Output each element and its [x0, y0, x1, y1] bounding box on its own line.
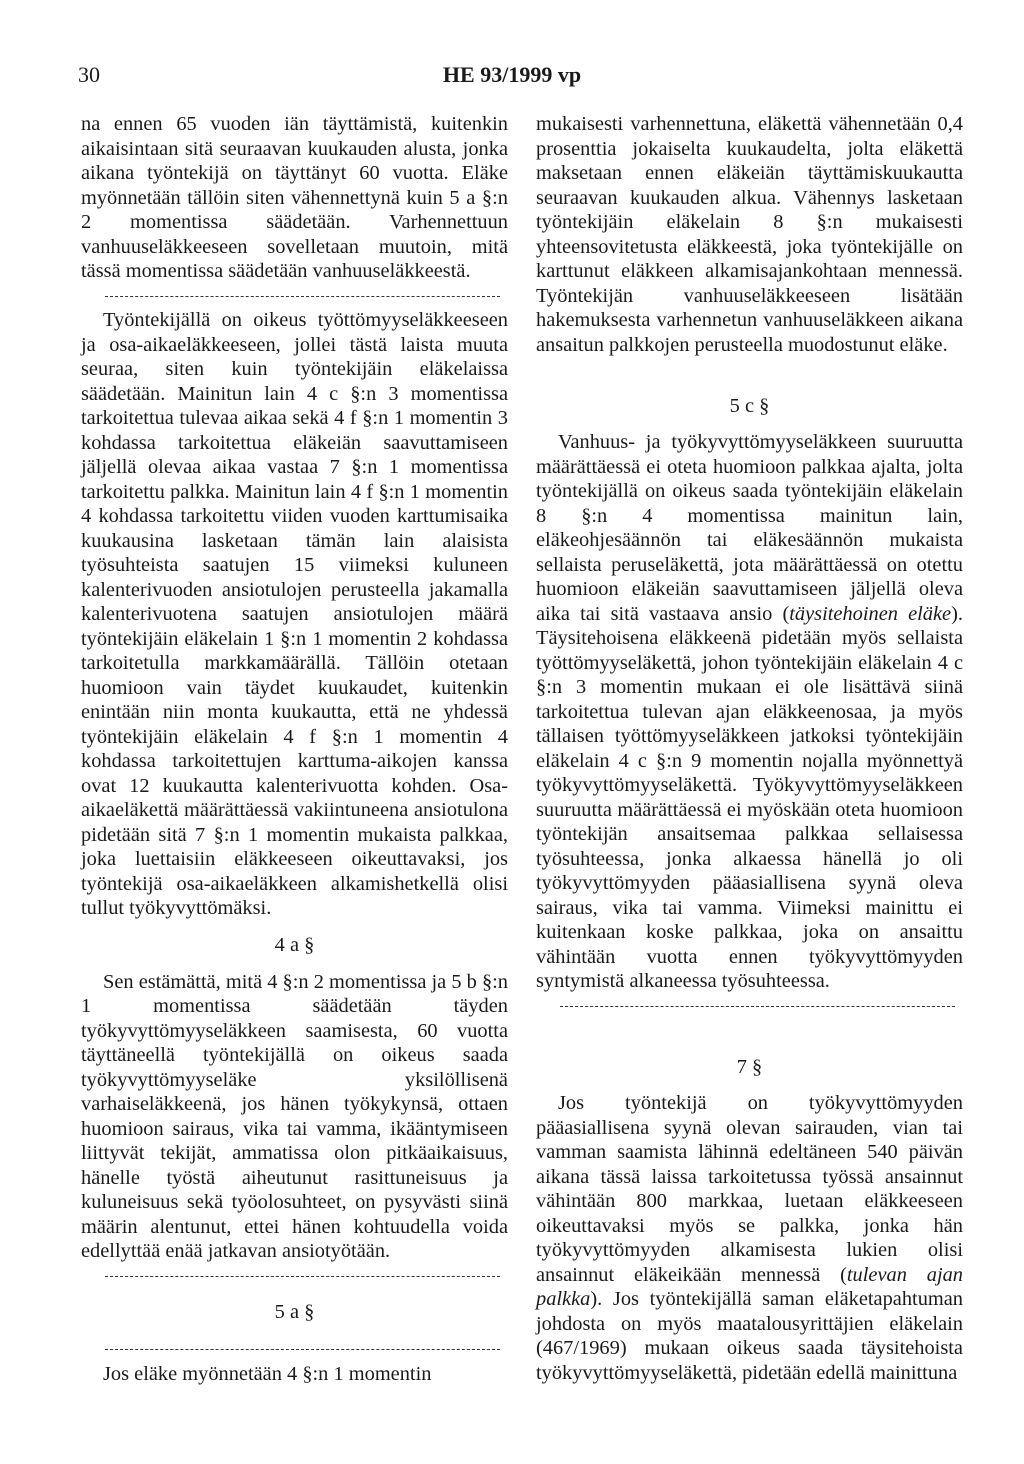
right-paragraph-3-emphasis: tulevan ajan palkka — [536, 1263, 963, 1310]
left-paragraph-3: Sen estämättä, mitä 4 §:n 2 momentissa ja 5 b §:n 1 momentissa säädetään täyden työkyvyttömyyseläkkeen saamisesta, 60 vuotta täyttäneellä työntekijällä on oikeus saada työkyvyttömyyseläke yksilöllisenä varhaiseläkkeenä, jos hänen työkykynsä, ottaen huomioon sairaus, vika tai vamma, ikääntymiseen liittyvät tekijät, ammatissa olon pitkäaikaisuus, hänelle työstä aiheutunut rasittuneisuus ja kuluneisuus sekä työolosuhteet, on pysyvästi siinä määrin alentunut, ettei hänen kohtuudella voida edellyttää enää jatkavan ansiotyötään. — [81, 970, 508, 1262]
dashed-separator — [536, 994, 963, 1019]
right-paragraph-2-text-b: ). Täysitehoisena eläkkeenä pidetään myös sellaista työttömyyseläkettä, johon työntekijäin eläkelain 4 c §:n 3 momentin mukaan ei ole lisättävä siinä tarkoitettua tulevan ajan eläkkeenosaa, ja myös tällaisen työttömyyseläkkeen jatkoksi työntekijäin eläkelain 4 c §:n 9 momentin nojalla myönnettyä työkyvyttömyyseläkettä. Työkyvyttömyyseläkkeen suuruutta määrättäessä ei myöskään oteta huomioon työntekijän ansaitsemaa palkkaa sellaisessa työsuhteessa, jonka alkaessa hänellä jo oli työkyvyttömyyden pääasiallisena syynä oleva sairaus, vika tai vamma. Viimeksi mainittu ei kuitenkaan koske palkkaa, joka on ansaittu vähintään vuotta ennen työkyvyttömyyden syntymistä alkaneessa työsuhteessa. — [536, 602, 963, 992]
right-paragraph-1: mukaisesti varhennettuna, eläkettä vähennetään 0,4 prosenttia jokaiselta kuukaudelta, jolta eläkettä maksetaan ennen eläkeiän täyttämiskuukautta seuraavan kuukauden alkua. Vähennys lasketaan työntekijäin eläkelain 8 §:n mukaisesti yhteensovitetusta eläkkeestä, joka työntekijälle on karttunut eläkkeen alkamisajankohtaan mennessä. Työntekijän vanhuuseläkkeeseen lisätään hakemuksesta varhennetun vanhuuseläkkeen aikana ansaitun palkkojen perusteella muodostunut eläke. — [536, 113, 963, 356]
left-paragraph-4: Jos eläke myönnetään 4 §:n 1 momentin — [103, 1362, 432, 1385]
dashed-separator — [81, 284, 508, 309]
left-paragraph-1: na ennen 65 vuoden iän täyttämistä, kuitenkin aikaisintaan sitä seuraavan kuukauden alusta, jonka aikana työntekijä on täyttänyt 60 vuotta. Eläke myönnetään tällöin siten vähennettynä kuin 5 a §:n 2 momentissa säädetään. Varhennettuun vanhuuseläkkeeseen sovelletaan muutoin, mitä tässä momentissa säädetään vanhuuseläkkeestä. — [81, 113, 508, 282]
section-heading-4a: 4 a § — [274, 933, 315, 956]
left-column — [81, 112, 508, 1386]
section-heading-5c: 5 c § — [729, 395, 770, 417]
dashed-separator — [81, 1264, 508, 1289]
left-paragraph-2: Työntekijällä on oikeus työttömyyseläkkeeseen ja osa-aikaeläkkeeseen, jollei tästä laista muuta seuraa, siten kuin työntekijäin eläkelaissa säädetään. Mainitun lain 4 c §:n 3 momentissa tarkoitettua tulevaa aikaa sekä 4 f §:n 1 momentin 3 kohdassa tarkoitettua eläkeiän saavuttamiseen jäljellä olevaa aikaa vastaa 7 §:n 1 momentissa tarkoitettu palkka. Mainitun lain 4 f §:n 1 momentin 4 kohdassa tarkoitettu viiden vuoden karttumisaika kuukausina lasketaan tämän lain alaisista työsuhteista saatujen 15 viimeksi kuluneen kalenterivuoden ansiotulojen perusteella jakamalla kalenterivuotena saatujen ansiotulojen määrä työntekijäin eläkelain 1 §:n 1 momentin 2 kohdassa tarkoitetulla markkamäärällä. Tällöin otetaan huomioon vain täydet kuukaudet, kuitenkin enintään niin monta kuukautta, että ne yhdessä työntekijäin eläkelain 4 f §:n 1 momentin 4 kohdassa tarkoitettujen karttuma-aikojen kanssa ovat 12 kuukautta kalenterivuotta kohden. Osa-aikaeläkettä määrättäessä vakiintuneena ansiotulona pidetään sitä 7 §:n 1 momentin mukaista palkkaa, joka luettaisiin eläkkeeseen oikeuttavaksi, jos työntekijä osa-aikaeläkkeen alkamishetkellä olisi tullut työkyvyttömäksi. — [81, 309, 508, 919]
right-paragraph-2 — [536, 430, 963, 994]
right-paragraph-3 — [536, 1091, 963, 1385]
right-paragraph-3-text-b: ). Jos työntekijällä saman eläketapahtuman johdosta on myös maatalousyrittäjien eläkelain (467/1969) mukaan oikeus saada täysitehoista työkyvyttömyyseläkettä, pidetään edellä mainittuna — [536, 1288, 963, 1384]
right-paragraph-2-emphasis: täysitehoinen eläke — [789, 602, 952, 625]
right-paragraph-3-text-a: Jos työntekijä on työkyvyttömyyden pääasiallisena syynä olevan sairauden, vian tai vamman saamista lähinnä edeltäneen 540 päivän aikana tässä laissa tarkoitetussa työssä ansainnut vähintään 800 markkaa, luetaan eläkkeeseen oikeuttavaksi myös se palkka, jonka hän työkyvyttömyyden alkamisesta lukien olisi ansainnut eläkeikään mennessä ( — [536, 1092, 963, 1286]
document-id: HE 93/1999 vp — [442, 62, 582, 87]
right-paragraph-2-text-a: Vanhuus- ja työkyvyttömyyseläkkeen suuruutta määrättäessä ei oteta huomioon palkkaa ajalta, jolta työntekijällä on oikeus saada työntekijäin eläkelain 8 §:n 4 momentissa mainitun lain, eläkeohjesäännön tai eläkesäännön mukaista sellaista peruseläkettä, jota määrättäessä on otettu huomioon eläkeiän saavuttamiseen jäljellä oleva aika tai sitä vastaava ansio ( — [536, 431, 963, 625]
section-heading-7: 7 § — [736, 1056, 763, 1078]
right-column — [536, 112, 963, 1385]
section-heading-5a: 5 a § — [274, 1301, 315, 1323]
page-number: 30 — [78, 62, 100, 87]
dashed-separator — [81, 1337, 508, 1362]
